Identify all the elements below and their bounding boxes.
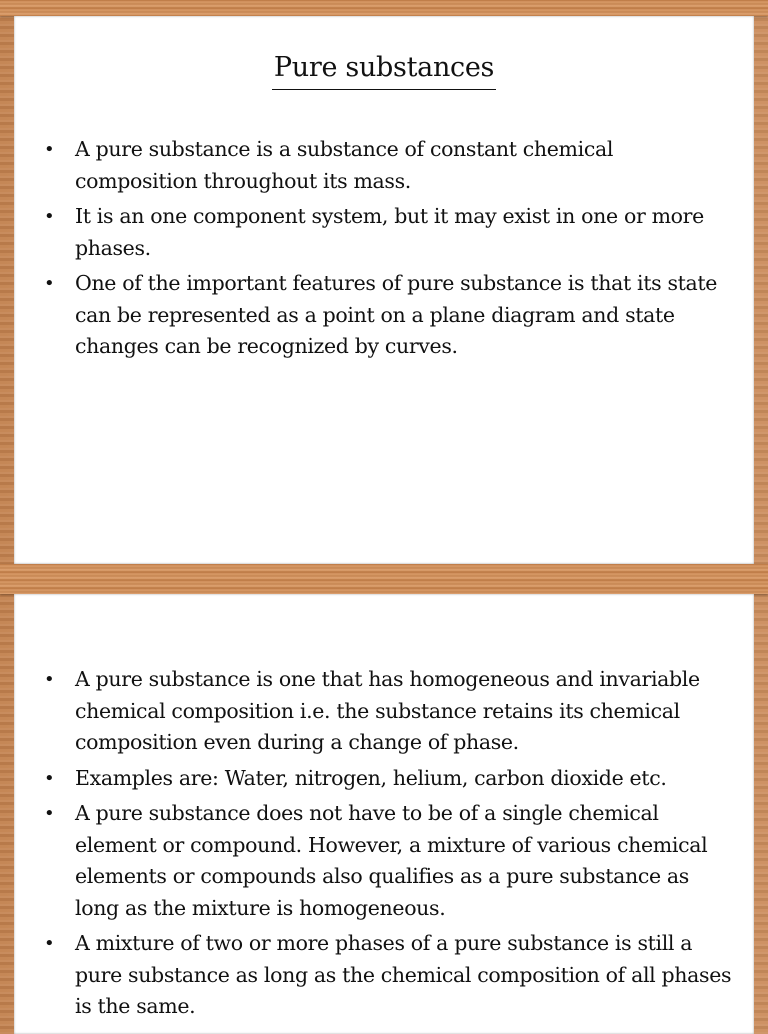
top-frame: [0, 0, 768, 16]
bullet-dot: •: [44, 933, 55, 954]
bullet-dot: •: [44, 273, 55, 294]
list-item: [42, 664, 732, 759]
bullet-text: A mixture of two or more phases of a pure substance is still a pure substance as long as the chemical composition of all phases is the same.: [75, 931, 732, 1018]
bullet-dot: •: [44, 206, 55, 227]
list-item: [42, 763, 732, 795]
slide-1: [14, 16, 754, 564]
list-item: [42, 798, 732, 924]
bullet-text: A pure substance does not have to be of a single chemical element or compound. However, a mixture of various chemical elements or compounds also qualifies as a pure substance as long as the mixture is homogeneous.: [75, 801, 708, 920]
middle-frame: [0, 564, 768, 594]
list-item: [42, 268, 732, 363]
list-item: [42, 201, 732, 264]
bullet-text: Examples are: Water, nitrogen, helium, carbon dioxide etc.: [75, 765, 667, 790]
list-item: [42, 928, 732, 1023]
bullet-dot: •: [44, 139, 55, 160]
slide-2: [14, 594, 754, 1034]
bullet-dot: •: [44, 767, 55, 789]
bullet-list: [42, 134, 732, 367]
bullet-text: A pure substance is a substance of constant chemical composition throughout its mass.: [75, 137, 614, 193]
list-item: [42, 134, 732, 197]
bullet-text: It is an one component system, but it may exist in one or more phases.: [75, 204, 704, 260]
bullet-dot: •: [44, 669, 55, 690]
slide-title-text: Pure substances: [272, 52, 496, 90]
slide-title: [14, 52, 754, 90]
bullet-text: A pure substance is one that has homogeneous and invariable chemical composition i.e. the substance retains its chemical composition even during a change of phase.: [75, 667, 700, 754]
bullet-text: One of the important features of pure substance is that its state can be represented as a point on a plane diagram and state changes can be recognized by curves.: [75, 271, 718, 358]
bullet-list: [42, 664, 732, 1027]
bullet-dot: •: [44, 803, 55, 824]
